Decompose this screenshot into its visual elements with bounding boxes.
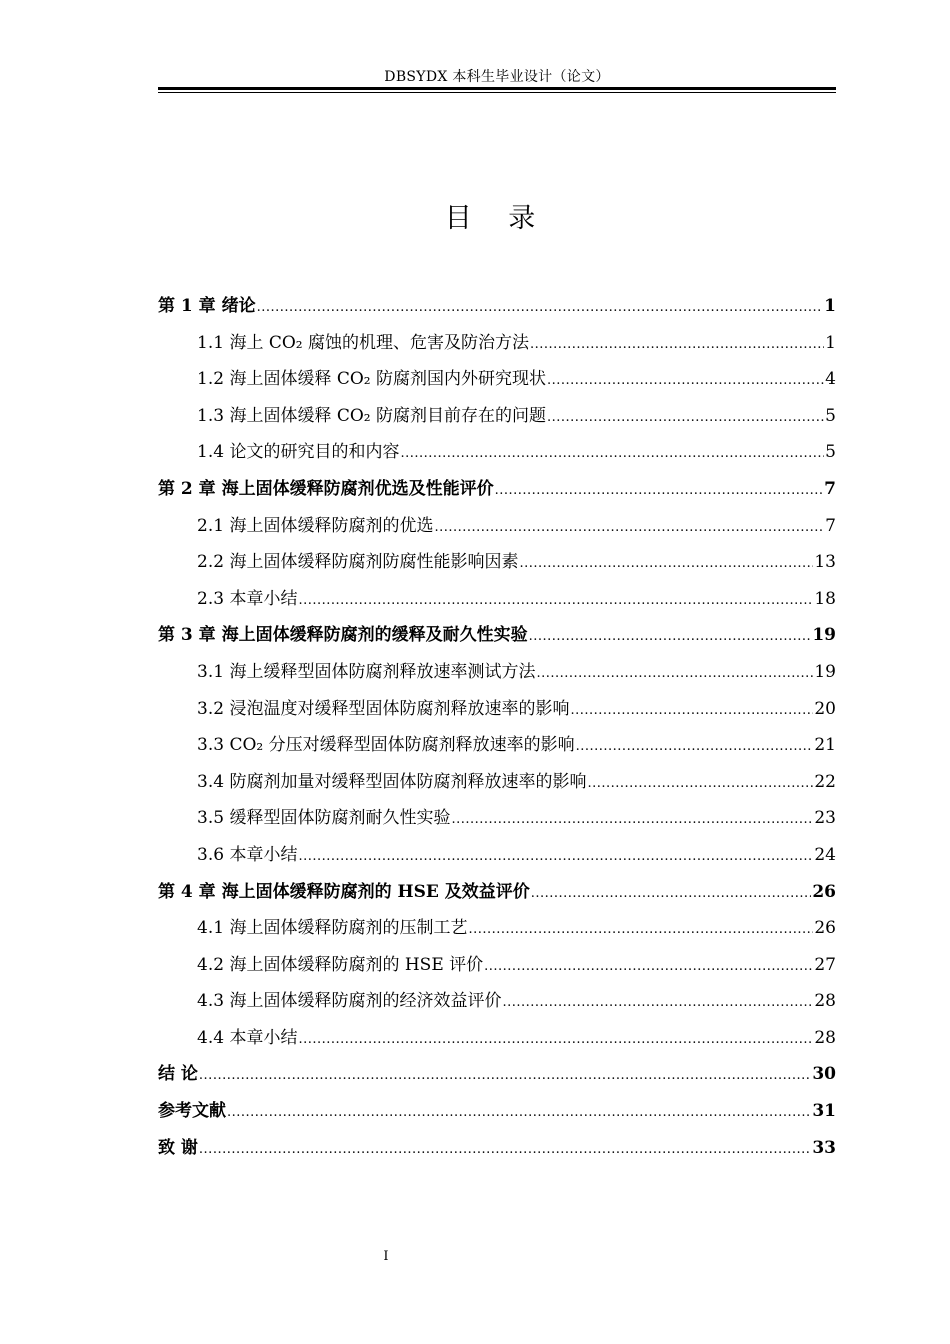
toc-entry-page: 28 <box>814 1027 836 1048</box>
toc-entry-page: 27 <box>814 954 836 975</box>
toc-entry-label: 结 论 <box>158 1064 198 1085</box>
toc-entry[interactable] <box>158 548 836 585</box>
header-rule-thick <box>158 87 836 90</box>
toc-entry-label: 3.5 缓释型固体防腐剂耐久性实验 <box>197 808 451 829</box>
toc-entry[interactable] <box>158 475 836 512</box>
toc-entry-page: 31 <box>812 1101 836 1122</box>
toc-entry-page: 19 <box>812 625 836 646</box>
toc-leader-dots <box>547 404 824 432</box>
toc-leader-dots <box>199 1136 811 1164</box>
toc-entry-page: 19 <box>814 661 836 682</box>
toc-entry-label: 1.2 海上固体缓释 CO₂ 防腐剂国内外研究现状 <box>197 369 547 390</box>
toc-entry-label: 致 谢 <box>158 1137 198 1158</box>
toc-entry[interactable] <box>158 914 836 951</box>
toc-entry[interactable] <box>158 878 836 915</box>
toc-entry-label: 第 3 章 海上固体缓释防腐剂的缓释及耐久性实验 <box>158 625 528 646</box>
toc-entry[interactable] <box>158 402 836 439</box>
toc-leader-dots <box>531 880 812 908</box>
toc-entry[interactable] <box>158 438 836 475</box>
toc-leader-dots <box>529 623 812 651</box>
toc-leader-dots <box>570 697 813 725</box>
toc-entry-label: 3.6 本章小结 <box>197 844 298 865</box>
toc-entry-page: 7 <box>824 478 836 499</box>
toc-entry-label: 3.3 CO₂ 分压对缓释型固体防腐剂释放速率的影响 <box>197 735 575 756</box>
toc-entry[interactable] <box>158 1060 836 1097</box>
toc-entry-label: 2.2 海上固体缓释防腐剂防腐性能影响因素 <box>197 552 519 573</box>
toc-entry[interactable] <box>158 1024 836 1061</box>
toc-entry[interactable] <box>158 292 836 329</box>
toc-entry-page: 4 <box>825 369 836 390</box>
toc-entry-label: 1.4 论文的研究目的和内容 <box>197 442 400 463</box>
toc-leader-dots <box>434 514 824 542</box>
toc-entry-label: 3.2 浸泡温度对缓释型固体防腐剂释放速率的影响 <box>197 698 570 719</box>
toc-entry-page: 23 <box>814 808 836 829</box>
toc-entry[interactable] <box>158 987 836 1024</box>
running-header: DBSYDX 本科生毕业设计（论文） <box>384 69 610 85</box>
toc-entry-page: 24 <box>814 844 836 865</box>
toc-entry-label: 4.1 海上固体缓释防腐剂的压制工艺 <box>197 918 468 939</box>
toc-leader-dots <box>227 1099 811 1127</box>
toc-entry-label: 1.3 海上固体缓释 CO₂ 防腐剂目前存在的问题 <box>197 405 547 426</box>
toc-entry-page: 5 <box>825 442 836 463</box>
toc-entry[interactable] <box>158 512 836 549</box>
toc-entry-page: 30 <box>812 1064 836 1085</box>
toc-entry[interactable] <box>158 951 836 988</box>
toc-entry-label: 2.3 本章小结 <box>197 588 298 609</box>
toc-leader-dots <box>530 331 824 359</box>
toc-entry-label: 第 4 章 海上固体缓释防腐剂的 HSE 及效益评价 <box>158 881 530 902</box>
toc-entry-page: 18 <box>814 588 836 609</box>
toc-leader-dots <box>468 916 813 944</box>
toc-entry-label: 3.1 海上缓释型固体防腐剂释放速率测试方法 <box>197 661 536 682</box>
table-of-contents <box>158 292 836 1170</box>
toc-entry-label: 4.2 海上固体缓释防腐剂的 HSE 评价 <box>197 954 484 975</box>
toc-leader-dots <box>587 770 813 798</box>
toc-leader-dots <box>576 733 814 761</box>
toc-entry[interactable] <box>158 731 836 768</box>
toc-entry-label: 2.1 海上固体缓释防腐剂的优选 <box>197 515 434 536</box>
toc-entry-label: 4.4 本章小结 <box>197 1027 298 1048</box>
toc-leader-dots <box>547 367 824 395</box>
toc-leader-dots <box>536 660 813 688</box>
toc-entry-page: 28 <box>814 991 836 1012</box>
toc-entry[interactable] <box>158 1097 836 1134</box>
toc-entry-label: 4.3 海上固体缓释防腐剂的经济效益评价 <box>197 991 502 1012</box>
toc-leader-dots <box>484 953 813 981</box>
toc-leader-dots <box>199 1062 811 1090</box>
toc-entry[interactable] <box>158 329 836 366</box>
toc-leader-dots <box>519 550 813 578</box>
toc-entry[interactable] <box>158 841 836 878</box>
toc-entry-page: 26 <box>812 881 836 902</box>
toc-entry-page: 33 <box>812 1137 836 1158</box>
toc-entry-label: 1.1 海上 CO₂ 腐蚀的机理、危害及防治方法 <box>197 332 530 353</box>
toc-entry-page: 1 <box>825 332 836 353</box>
toc-entry-page: 21 <box>814 735 836 756</box>
toc-entry-page: 22 <box>814 771 836 792</box>
toc-entry-page: 13 <box>814 552 836 573</box>
toc-entry[interactable] <box>158 804 836 841</box>
toc-entry-page: 1 <box>824 296 836 316</box>
toc-leader-dots <box>451 806 813 834</box>
toc-leader-dots <box>298 843 813 871</box>
toc-entry-page: 7 <box>825 515 836 536</box>
toc-entry[interactable] <box>158 658 836 695</box>
toc-entry[interactable] <box>158 1134 836 1171</box>
toc-entry[interactable] <box>158 695 836 732</box>
toc-entry[interactable] <box>158 365 836 402</box>
toc-entry-page: 26 <box>814 918 836 939</box>
toc-entry-label: 第 1 章 绪论 <box>158 296 256 316</box>
toc-entry-label: 第 2 章 海上固体缓释防腐剂优选及性能评价 <box>158 478 494 499</box>
toc-entry[interactable] <box>158 585 836 622</box>
toc-entry-label: 参考文献 <box>158 1101 226 1122</box>
toc-leader-dots <box>495 477 824 505</box>
toc-leader-dots <box>400 440 824 468</box>
toc-leader-dots <box>298 1026 813 1054</box>
toc-entry-label: 3.4 防腐剂加量对缓释型固体防腐剂释放速率的影响 <box>197 771 587 792</box>
toc-entry[interactable] <box>158 621 836 658</box>
toc-leader-dots <box>298 587 813 615</box>
toc-entry[interactable] <box>158 768 836 805</box>
page-title: 目 录 <box>444 203 550 234</box>
toc-entry-page: 20 <box>814 698 836 719</box>
header-rule-thin <box>158 92 836 93</box>
toc-leader-dots <box>502 989 813 1017</box>
toc-leader-dots <box>257 294 824 322</box>
page-number: I <box>383 1249 389 1264</box>
toc-entry-page: 5 <box>825 405 836 426</box>
